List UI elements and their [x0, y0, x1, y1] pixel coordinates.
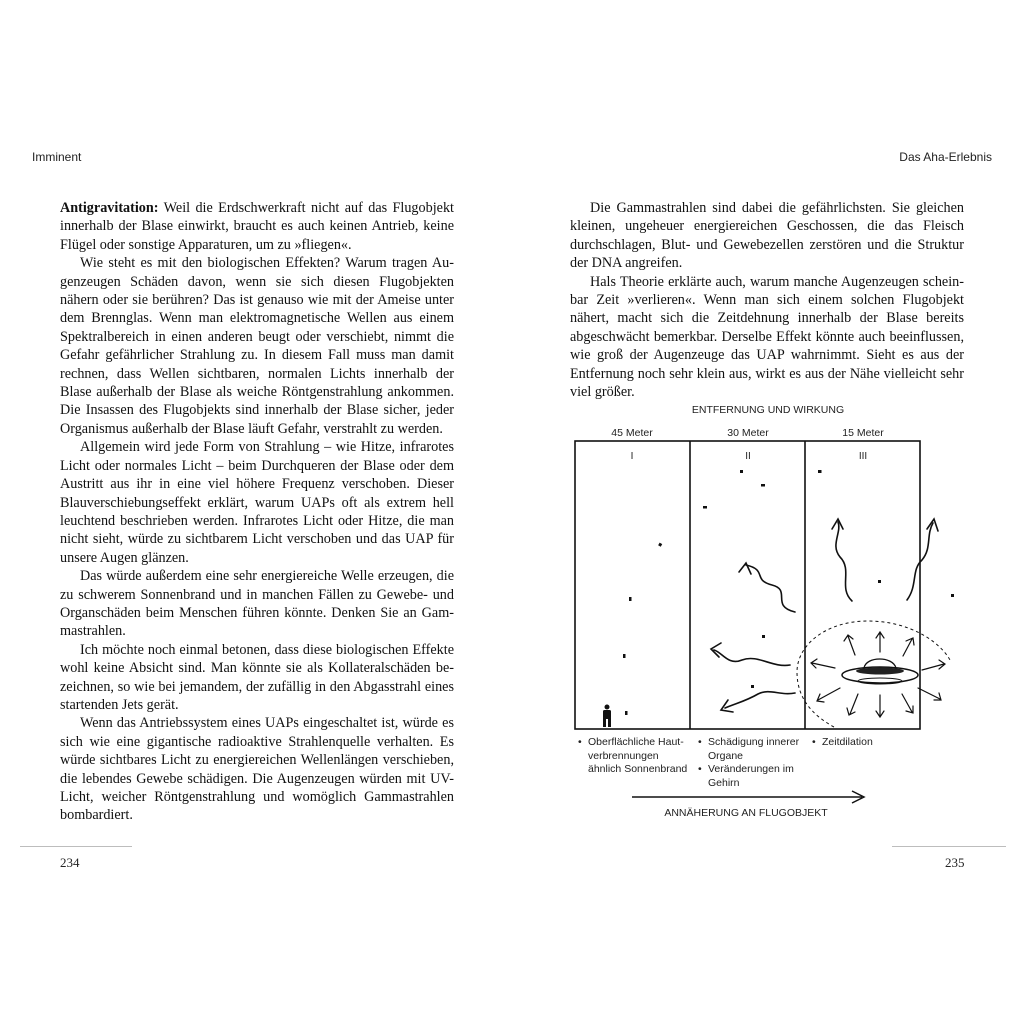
diagram-frame: [575, 441, 920, 729]
person-figure-icon: [603, 705, 611, 728]
list-item-continued: verbrennungen: [588, 749, 659, 762]
list-item: • Schädigung innerer: [698, 736, 800, 748]
list-item-continued: Gehirn: [708, 776, 740, 789]
approach-label: ANNÄHERUNG AN FLUGOBJEKT: [664, 807, 828, 819]
footer-rule-right: [892, 846, 1006, 847]
paragraph: Wenn das Antriebssystem eines UAPs eingeschaltet ist, würde es sich wie eine gigantische radioaktive Strahlenquelle verhalten. Es würde sichtbares Licht zu energiereichen Wellenlängen verschieben, die lebendes Gewebe schädigen. Die Augenzeugen würden mit UV-Licht, weicher Röntgenstrahlung und womöglich Gammastrahlen bombardiert.: [60, 715, 454, 824]
running-head-right: Das Aha-Erlebnis: [899, 150, 992, 164]
paragraph: Das würde außerdem eine sehr energiereiche Welle erzeugen, die zu schwerem Sonnenbrand und in manchen Fällen zu Gewebe- und Organschäden beim Menschen führen könnte. Denken Sie an Gammastrahlen.: [60, 568, 454, 640]
zone-numeral: II: [745, 451, 751, 462]
paragraph: Hals Theorie erklärte auch, warum manche Augenzeugen scheinbar Zeit »verlieren«. Wenn man sich einem solchen Flugobjekt nähert, macht sich die Zeitdehnung innerhalb der Blase bereits abgeschwächt bemerkbar. Derselbe Effekt könnte auch beeinflussen, wie groß der Augenzeuge das UAP wahrnimmt. Sieht es aus der Entfernung noch sehr klein aus, wirkt es aus der Nähe vielleicht sehr viel größer.: [570, 273, 964, 401]
effects-list-zone-2: [698, 736, 799, 790]
ufo-icon: [842, 659, 918, 684]
paragraph-text: Weil die Erdschwerkraft nicht auf das Flugobjekt innerhalb der Blase einwirkt, braucht es auch keinen Antrieb, keine Flügel oder sonstige Apparaturen, um zu »fliegen«.: [60, 200, 454, 253]
list-item: • Zeitdilation: [812, 736, 873, 748]
running-head-left: Imminent: [32, 150, 82, 164]
paragraph: Die Gammastrahlen sind dabei die gefährlichsten. Sie gleichen kleinen, ungeheuer energiereichen Geschossen, die das Fleisch durchschlagen, Blut- und Gewebezellen zerstören und die Struktur der DNA angreifen.: [570, 200, 964, 272]
list-item: • Oberflächliche Haut-: [578, 736, 684, 748]
distance-label: 30 Meter: [727, 427, 769, 439]
paragraph: Ich möchte noch einmal betonen, dass diese biologischen Effekte wohl keine Absicht sind. Man könnte sie als Kollateralschäden bezeichnen, so wie bei jemandem, der zufällig in den Abgasstrahl eines startenden Jets gerät.: [60, 641, 454, 713]
zone-numeral: III: [858, 451, 868, 462]
diagram-title: ENTFERNUNG UND WIRKUNG: [691, 404, 845, 416]
list-item: • Veränderungen im: [698, 763, 794, 775]
zone-numeral: I: [630, 451, 634, 462]
paragraph: Allgemein wird jede Form von Strahlung – wie Hitze, infrarotes Licht oder normales Licht – beim Durchqueren der Blase oder dem Austritt aus ihr in eine viel höhere Frequenz verschoben. Dieser Blauverschiebungseffekt erklärt, warum UAPs oft als extrem hell leuchtend beschrieben werden. Infrarotes Licht oder Hitze, die man nicht sieht, würde zu sichtbarem Licht verschoben und das UAP für unsere Augen glänzen.: [60, 439, 454, 566]
effects-list-zone-1: [578, 736, 687, 777]
wavy-radiation-arrows: [711, 519, 938, 712]
effects-list-zone-3: [812, 736, 873, 750]
list-item-continued: Organe: [708, 749, 744, 762]
list-item-continued: ähnlich Sonnenbrand: [588, 763, 688, 775]
term-bold: Antigravitation:: [60, 200, 159, 216]
paragraph: Wie steht es mit den biologischen Effekten? Warum tragen Augenzeugen Schäden davon, wenn sie sich diesen Flugobjekten nähern oder sie berühren? Das ist genauso wie mit der Ameise unter dem Brennglas. Wenn man elektromagnetische Wellen aus einem Spektralbereich in einen anderen beugt oder verschiebt, nimmt die Gefahr gefährlicher Strahlung zu. In diesem Fall muss man damit rechnen, dass Wellen sichtbaren, normalen Lichts innerhalb der Blase außerhalb der Blase als weiche Röntgenstrahlung ankommen. Die Insassen des Flugobjekts sind innerhalb der Blase sicher, jeder Organismus außerhalb der Blase läuft Gefahr, verstrahlt zu werden.: [60, 255, 454, 437]
distance-label: 45 Meter: [611, 427, 653, 439]
distance-label: 15 Meter: [842, 427, 884, 439]
page-number-right: 235: [945, 855, 965, 870]
page-number-left: 234: [60, 855, 80, 870]
